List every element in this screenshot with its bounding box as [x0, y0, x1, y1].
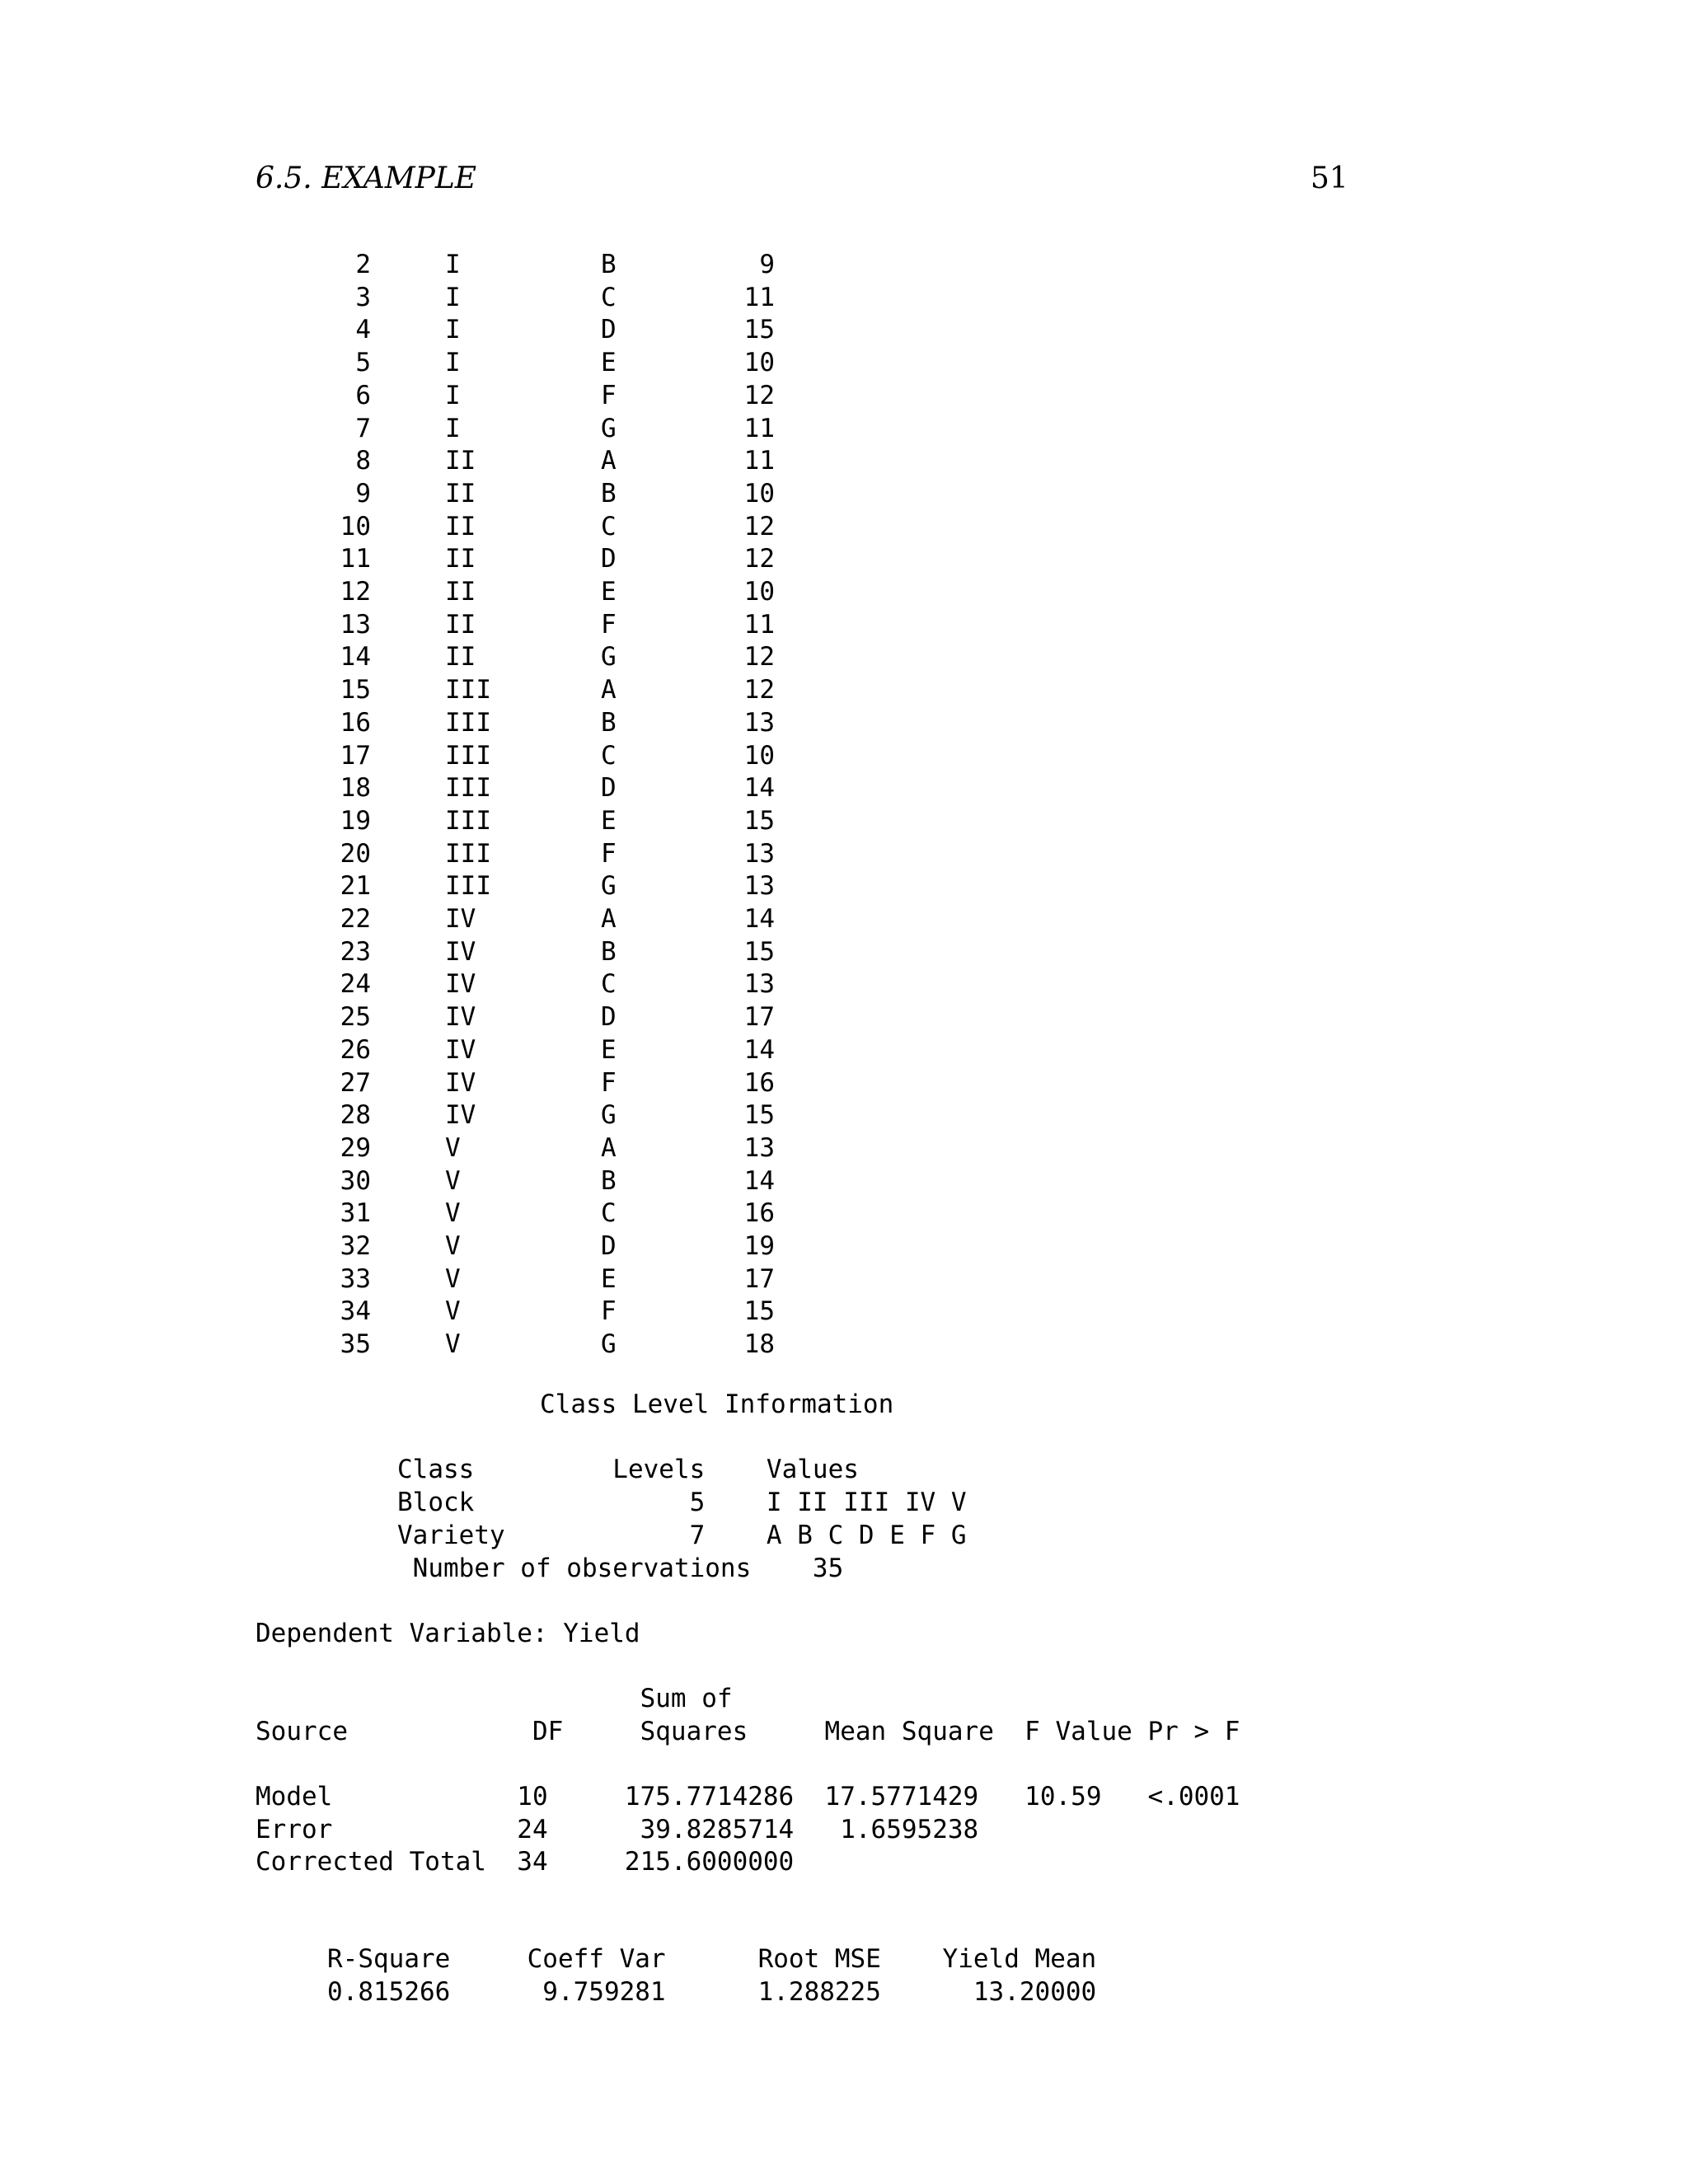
row-variety: C [601, 1198, 617, 1229]
row-block: V [445, 1198, 461, 1229]
anova-row-model: Model 10 175.7714286 17.5771429 10.59 <.0001 [256, 1782, 1240, 1811]
row-block: V [445, 1263, 461, 1294]
row-obs: 20 [340, 838, 371, 869]
row-obs: 27 [340, 1067, 371, 1098]
row-variety: G [601, 871, 617, 902]
row-obs: 6 [355, 380, 371, 410]
row-obs: 7 [355, 413, 371, 443]
row-yield: 11 [743, 609, 775, 640]
row-obs: 26 [340, 1034, 371, 1065]
table-row [0, 1035, 824, 1068]
row-obs: 29 [340, 1132, 371, 1163]
table-row [0, 675, 824, 708]
row-yield: 9 [759, 250, 775, 279]
row-obs: 12 [340, 577, 371, 607]
row-block: V [445, 1329, 461, 1360]
row-yield: 13 [743, 838, 775, 869]
row-obs: 31 [340, 1198, 371, 1229]
row-variety: G [601, 1329, 617, 1360]
table-row [0, 1002, 824, 1035]
table-row [0, 315, 824, 348]
table-row [0, 871, 824, 904]
row-yield: 14 [743, 904, 775, 934]
observations-count: Number of observations 35 [397, 1554, 844, 1583]
row-obs: 13 [340, 609, 371, 640]
row-yield: 19 [743, 1231, 775, 1261]
class-level-header: Class Levels Values [397, 1455, 859, 1484]
row-block: I [445, 282, 461, 312]
row-obs: 25 [340, 1002, 371, 1033]
row-obs: 9 [355, 478, 371, 509]
row-yield: 16 [743, 1198, 775, 1229]
row-block: II [445, 446, 476, 476]
row-variety: A [601, 1132, 617, 1163]
row-obs: 18 [340, 773, 371, 804]
row-yield: 11 [743, 446, 775, 476]
row-block: III [445, 707, 491, 738]
row-variety: D [601, 544, 617, 574]
row-obs: 34 [340, 1296, 371, 1327]
row-block: III [445, 805, 491, 836]
row-block: IV [445, 1067, 476, 1098]
row-variety: C [601, 740, 617, 771]
row-block: II [445, 577, 476, 607]
row-yield: 10 [743, 577, 775, 607]
row-obs: 3 [355, 282, 371, 312]
row-variety: C [601, 282, 617, 312]
row-obs: 17 [340, 740, 371, 771]
table-row [0, 969, 824, 1002]
table-row [0, 741, 824, 774]
table-row [0, 381, 824, 414]
row-variety: D [601, 1231, 617, 1261]
row-yield: 13 [743, 969, 775, 1000]
row-yield: 15 [743, 805, 775, 836]
table-row [0, 708, 824, 741]
table-row [0, 512, 824, 545]
row-variety: B [601, 478, 617, 509]
row-yield: 10 [743, 478, 775, 509]
row-variety: B [601, 250, 617, 279]
row-variety: D [601, 1002, 617, 1033]
row-obs: 2 [355, 250, 371, 279]
row-yield: 12 [743, 642, 775, 673]
row-block: V [445, 1296, 461, 1327]
row-variety: E [601, 1263, 617, 1294]
table-row [0, 1068, 824, 1101]
class-level-title: Class Level Information [540, 1390, 894, 1419]
row-variety: D [601, 315, 617, 345]
table-row [0, 250, 824, 283]
row-obs: 16 [340, 707, 371, 738]
row-yield: 18 [743, 1329, 775, 1360]
table-row [0, 1231, 824, 1264]
table-row [0, 610, 824, 643]
table-row [0, 1133, 824, 1166]
row-variety: G [601, 642, 617, 673]
row-obs: 10 [340, 511, 371, 541]
row-block: III [445, 675, 491, 705]
row-variety: B [601, 707, 617, 738]
row-block: V [445, 1231, 461, 1261]
fit-stats-values: 0.815266 9.759281 1.288225 13.20000 [327, 1977, 1097, 2007]
row-yield: 16 [743, 1067, 775, 1098]
row-variety: A [601, 675, 617, 705]
row-block: III [445, 838, 491, 869]
table-row [0, 1296, 824, 1329]
row-yield: 12 [743, 675, 775, 705]
row-yield: 14 [743, 773, 775, 804]
table-row [0, 577, 824, 610]
row-block: I [445, 413, 461, 443]
row-block: II [445, 511, 476, 541]
row-variety: E [601, 577, 617, 607]
row-obs: 14 [340, 642, 371, 673]
row-block: III [445, 740, 491, 771]
table-row [0, 544, 824, 577]
row-yield: 15 [743, 1100, 775, 1131]
class-level-row-variety: Variety 7 A B C D E F G [397, 1521, 967, 1550]
table-row [0, 806, 824, 839]
row-yield: 10 [743, 740, 775, 771]
row-yield: 13 [743, 1132, 775, 1163]
row-yield: 14 [743, 1165, 775, 1196]
row-yield: 12 [743, 380, 775, 410]
table-row [0, 937, 824, 970]
anova-header-line2: Source DF Squares Mean Square F Value Pr > F [256, 1717, 1240, 1746]
row-obs: 8 [355, 446, 371, 476]
row-obs: 15 [340, 675, 371, 705]
table-row [0, 479, 824, 512]
row-variety: B [601, 1165, 617, 1196]
row-yield: 15 [743, 1296, 775, 1327]
table-row [0, 446, 824, 479]
row-yield: 13 [743, 707, 775, 738]
row-block: I [445, 315, 461, 345]
row-block: IV [445, 1034, 476, 1065]
row-obs: 24 [340, 969, 371, 1000]
row-obs: 35 [340, 1329, 371, 1360]
row-variety: E [601, 805, 617, 836]
row-block: IV [445, 1002, 476, 1033]
row-variety: G [601, 1100, 617, 1131]
row-variety: B [601, 936, 617, 967]
table-row [0, 1198, 824, 1231]
row-variety: E [601, 348, 617, 378]
row-yield: 17 [743, 1002, 775, 1033]
row-yield: 15 [743, 315, 775, 345]
row-block: IV [445, 936, 476, 967]
row-block: IV [445, 1100, 476, 1131]
fit-stats-header: R-Square Coeff Var Root MSE Yield Mean [327, 1944, 1097, 1974]
row-obs: 11 [340, 544, 371, 574]
row-yield: 12 [743, 511, 775, 541]
table-row [0, 1100, 824, 1133]
row-variety: C [601, 511, 617, 541]
row-yield: 12 [743, 544, 775, 574]
row-block: IV [445, 904, 476, 934]
table-row [0, 348, 824, 381]
row-block: I [445, 380, 461, 410]
row-variety: A [601, 904, 617, 934]
row-obs: 30 [340, 1165, 371, 1196]
table-row [0, 839, 824, 872]
row-block: II [445, 642, 476, 673]
row-variety: F [601, 1067, 617, 1098]
row-obs: 32 [340, 1231, 371, 1261]
row-variety: A [601, 446, 617, 476]
row-yield: 13 [743, 871, 775, 902]
row-block: IV [445, 969, 476, 1000]
row-obs: 19 [340, 805, 371, 836]
row-obs: 23 [340, 936, 371, 967]
table-row [0, 1329, 824, 1362]
row-block: I [445, 250, 461, 279]
row-obs: 21 [340, 871, 371, 902]
row-obs: 33 [340, 1263, 371, 1294]
row-block: V [445, 1165, 461, 1196]
row-yield: 11 [743, 282, 775, 312]
table-row [0, 414, 824, 447]
row-block: II [445, 609, 476, 640]
row-yield: 15 [743, 936, 775, 967]
row-variety: D [601, 773, 617, 804]
row-yield: 10 [743, 348, 775, 378]
row-variety: F [601, 609, 617, 640]
row-variety: F [601, 380, 617, 410]
row-variety: C [601, 969, 617, 1000]
row-block: II [445, 544, 476, 574]
anova-row-error: Error 24 39.8285714 1.6595238 [256, 1815, 979, 1844]
row-variety: E [601, 1034, 617, 1065]
row-variety: F [601, 838, 617, 869]
row-block: III [445, 773, 491, 804]
anova-row-total: Corrected Total 34 215.6000000 [256, 1847, 795, 1877]
row-obs: 4 [355, 315, 371, 345]
table-row [0, 283, 824, 316]
row-block: V [445, 1132, 461, 1163]
dependent-variable: Dependent Variable: Yield [256, 1619, 640, 1648]
section-heading: 6.5. EXAMPLE [256, 162, 477, 195]
row-obs: 22 [340, 904, 371, 934]
row-block: I [445, 348, 461, 378]
row-yield: 11 [743, 413, 775, 443]
table-row [0, 642, 824, 675]
anova-header-line1: Sum of [256, 1684, 733, 1713]
table-row [0, 773, 824, 806]
row-variety: F [601, 1296, 617, 1327]
row-obs: 5 [355, 348, 371, 378]
row-yield: 17 [743, 1263, 775, 1294]
row-block: II [445, 478, 476, 509]
row-variety: G [601, 413, 617, 443]
page-number: 51 [1311, 162, 1348, 195]
class-level-row-block: Block 5 I II III IV V [397, 1488, 967, 1517]
row-yield: 14 [743, 1034, 775, 1065]
table-row [0, 904, 824, 937]
table-row [0, 1264, 824, 1297]
table-row [0, 1166, 824, 1199]
row-block: III [445, 871, 491, 902]
row-obs: 28 [340, 1100, 371, 1131]
